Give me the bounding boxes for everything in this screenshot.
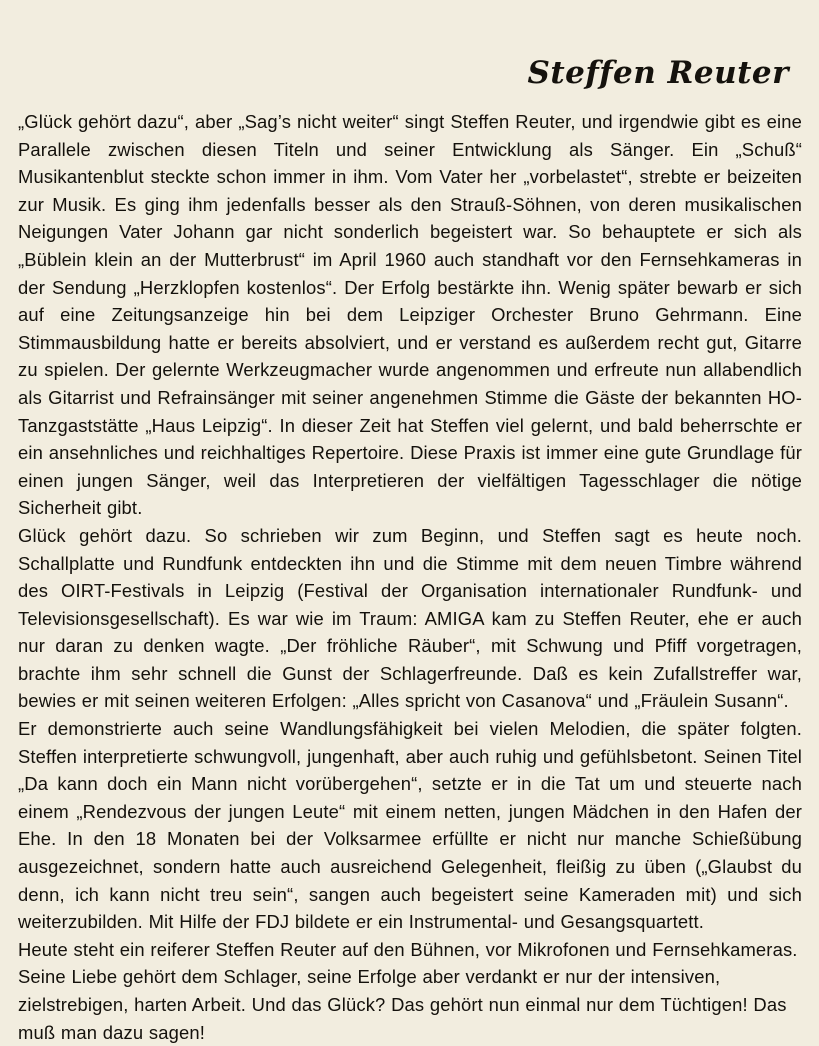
paragraph: Glück gehört dazu. So schrieben wir zum Beginn, und Steffen sagt es heute noch. Schallplatte und Rundfunk entdeckten ihn und die Stimme mit dem neuen Timbre während des OIRT-Festivals in Leipzig (Festival der Organisation internationaler Rundfunk- und Televisionsgesellschaft). Es war wie im Traum: AMIGA kam zu Steffen Reuter, ehe er auch nur daran zu denken wagte. „Der fröhliche Räuber“, mit Schwung und Pfiff vorgetragen, brachte ihm sehr schnell die Gunst der Schlagerfreunde. Daß es kein Zufallstreffer war, bewies er mit seinen weiteren Erfolgen: „Alles spricht von Casanova“ und „Fräulein Susann“. [18, 524, 802, 712]
page-title: Steffen Reuter [527, 54, 789, 91]
paragraph: „Glück gehört dazu“, aber „Sag’s nicht weiter“ singt Steffen Reuter, und irgendwie gibt es eine Parallele zwischen diesen Titeln und seiner Entwicklung als Sänger. Ein „Schuß“ Musikantenblut steckte schon immer in ihm. Vom Vater her „vorbelastet“, strebte er beizeiten zur Musik. Es ging ihm jedenfalls besser als den Strauß-Söhnen, von deren musikalischen Neigungen Vater Johann gar nicht sonderlich begeistert war. So behauptete er sich als „Büblein klein an der Mutterbrust“ im April 1960 auch standhaft vor den Fernsehkameras in der Sendung „Herzklopfen kostenlos“. Der Erfolg bestärkte ihn. Wenig später bewarb er sich auf eine Zeitungsanzeige hin bei dem Leipziger Orchester Bruno Gehrmann. Eine Stimmausbildung hatte er bereits absolviert, und er verstand es außerdem recht gut, Gitarre zu spielen. Der gelernte Werkzeugmacher wurde angenommen und erfreute nun allabendlich als Gitarrist und Refrainsänger mit seiner angenehmen Stimme die Gäste der bekannten HO-Tanzgaststätte „Haus Leipzig“. In dieser Zeit hat Steffen viel gelernt, und bald beherrschte er ein ansehnliches und reichhaltiges Repertoire. Diese Praxis ist immer eine gute Grundlage für einen jungen Sänger, weil das Interpretieren der vielfältigen Tagesschlager die nötige Sicherheit gibt. [18, 111, 802, 519]
paragraph: Heute steht ein reiferer Steffen Reuter auf den Bühnen, vor Mikrofonen und Fernsehkameras. Seine Liebe gehört dem Schlager, seine Erfolge aber verdankt er nur der intensiven, zielstrebigen, harten Arbeit. Und das Glück? Das gehört nun einmal nur dem Tüchtigen! Das muß man dazu sagen! [18, 938, 798, 1043]
article-body [18, 108, 802, 1046]
paragraph: Er demonstrierte auch seine Wandlungsfähigkeit bei vielen Melodien, die später folgten. Steffen interpretierte schwungvoll, jungenhaft, aber auch ruhig und gefühlsbetont. Seinen Titel „Da kann doch ein Mann nicht vorübergehen“, setzte er in die Tat um und steuerte nach einem „Rendezvous der jungen Leute“ mit einem netten, jungen Mädchen in den Hafen der Ehe. In den 18 Monaten bei der Volksarmee erfüllte er nicht nur manche Schießübung ausgezeichnet, sondern hatte auch ausreichend Gelegenheit, fleißig zu üben („Glaubst du denn, ich kann nicht treu sein“, sangen auch begeistert seine Kameraden mit) und sich weiterzubilden. Mit Hilfe der FDJ bildete er ein Instrumental- und Gesangsquartett. [18, 718, 802, 933]
